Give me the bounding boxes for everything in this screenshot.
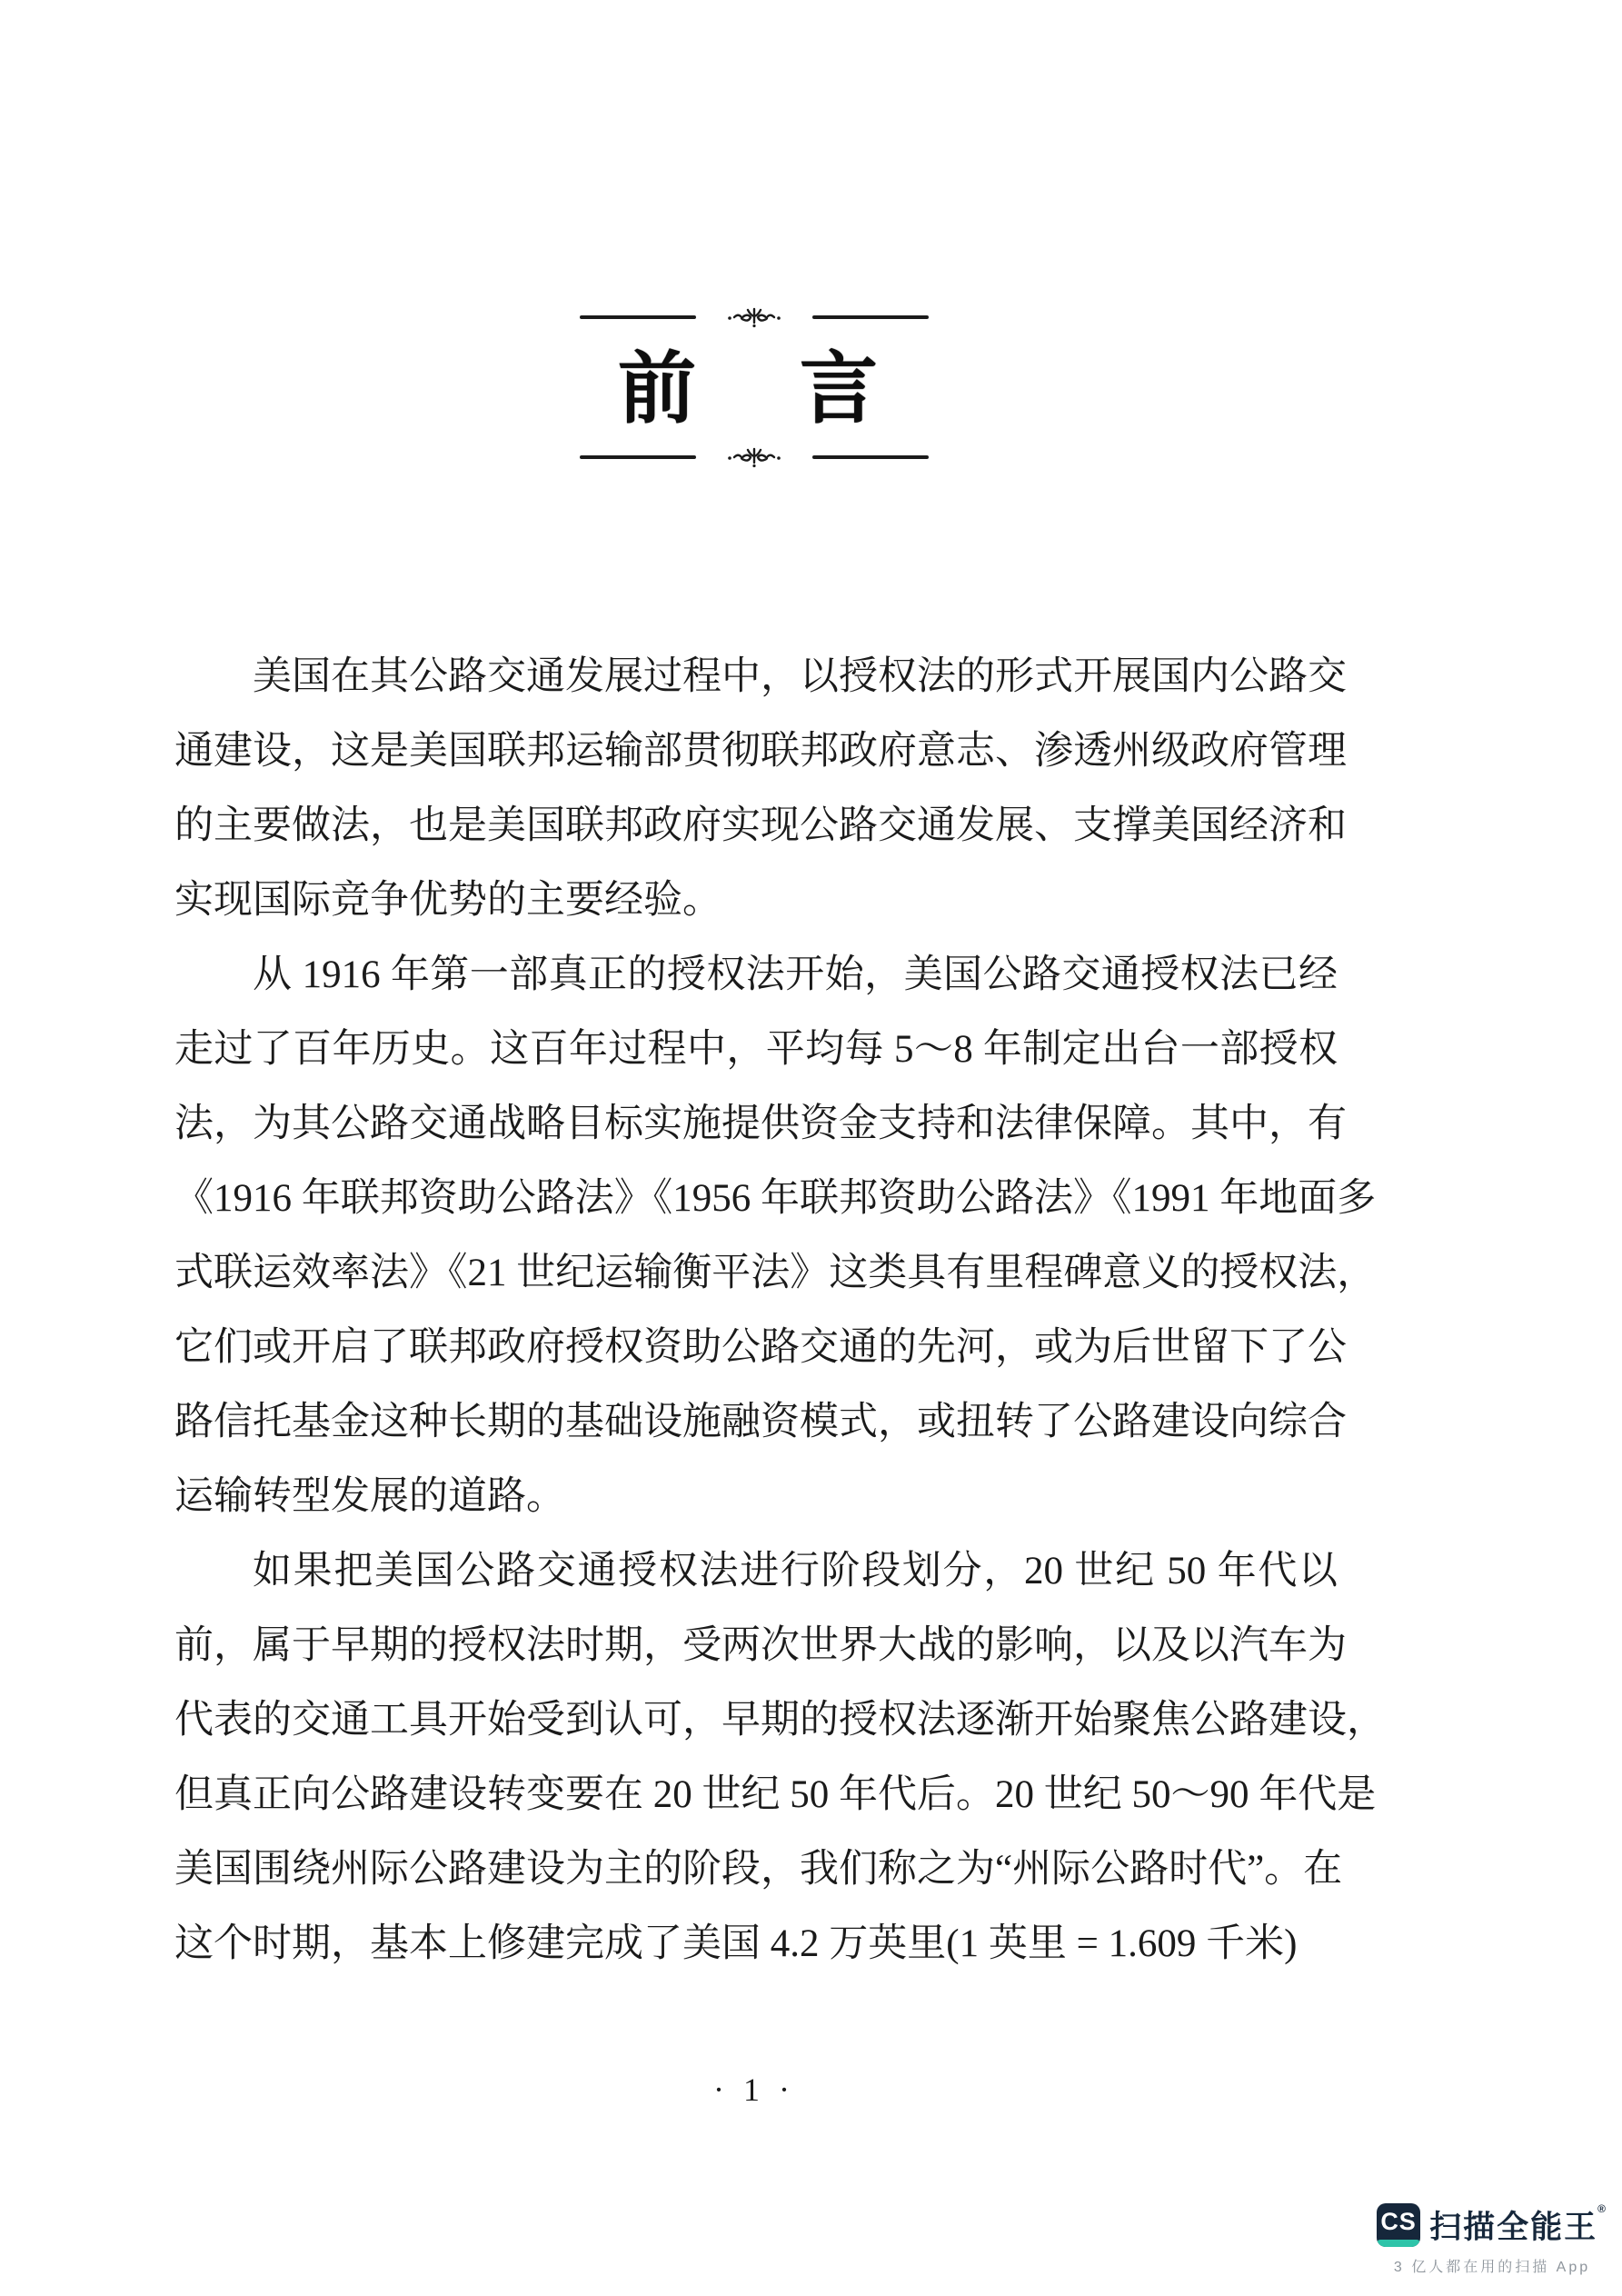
text-line: 式联运效率法》《21 世纪运输衡平法》这类具有里程碑意义的授权法， (174, 1252, 1377, 1294)
text-line: 实现国际竞争优势的主要经验。 (174, 879, 721, 922)
title-block (0, 305, 1508, 469)
ornament-rule-right (812, 315, 929, 319)
text-line: 这个时期，基本上修建完成了美国 4.2 万英里(1 英里 = 1.609 千米) (174, 1922, 1298, 1965)
ornament-rule-left (580, 315, 696, 319)
ornament-top (0, 305, 1508, 329)
watermark-brand-name (1429, 2202, 1607, 2248)
watermark-caption: 3 亿人都在用的扫描 App (1393, 2260, 1591, 2275)
floral-ornament-icon (711, 305, 798, 329)
floral-ornament-icon (711, 445, 798, 469)
ornament-bottom (0, 445, 1508, 469)
text-line: 走过了百年历史。这百年过程中，平均每 5～8 年制定出台一部授权 (174, 1028, 1338, 1071)
preface-body (174, 640, 1386, 1982)
text-line: 通建设，这是美国联邦运输部贯彻联邦政府意志、渗透州级政府管理 (174, 730, 1347, 773)
page-number: · 1 · (713, 2071, 795, 2108)
watermark-brand-text: 扫描全能王 (1429, 2210, 1598, 2245)
text-line: 从 1916 年第一部真正的授权法开始，美国公路交通授权法已经 (253, 953, 1338, 996)
text-line: 它们或开启了联邦政府授权资助公路交通的先河，或为后世留下了公 (174, 1326, 1347, 1369)
page-title: 前 言 (618, 345, 891, 433)
text-line: 路信托基金这种长期的基础设施融资模式，或扭转了公路建设向综合 (174, 1401, 1347, 1443)
text-line: 如果把美国公路交通授权法进行阶段划分，20 世纪 50 年代以 (253, 1550, 1338, 1592)
camscanner-logo-accent-strip (1377, 2240, 1420, 2247)
text-line: 美国围绕州际公路建设为主的阶段，我们称之为“州际公路时代”。在 (174, 1848, 1343, 1891)
text-line: 但真正向公路建设转变要在 20 世纪 50 年代后。20 世纪 50～90 年代是 (174, 1773, 1377, 1816)
text-line: 前，属于早期的授权法时期，受两次世界大战的影响，以及以汽车为 (174, 1624, 1347, 1667)
text-line: 运输转型发展的道路。 (174, 1475, 565, 1518)
ornament-rule-left (580, 455, 696, 459)
text-line: 代表的交通工具开始受到认可，早期的授权法逐渐开始聚焦公路建设， (174, 1699, 1386, 1742)
text-line: 法，为其公路交通战略目标实施提供资金支持和法律保障。其中，有 (174, 1103, 1347, 1145)
scanner-watermark (1378, 2202, 1606, 2276)
ornament-rule-right (812, 455, 929, 459)
text-line: 的主要做法，也是美国联邦政府实现公路交通发展、支撑美国经济和 (174, 804, 1347, 847)
text-line: 美国在其公路交通发展过程中，以授权法的形式开展国内公路交 (253, 655, 1347, 698)
trademark-symbol: ® (1597, 2202, 1607, 2215)
camscanner-logo-icon (1377, 2203, 1420, 2247)
text-line: 《1916 年联邦资助公路法》《1956 年联邦资助公路法》《1991 年地面多 (174, 1177, 1377, 1220)
camscanner-logo-letters: CS (1380, 2208, 1417, 2235)
